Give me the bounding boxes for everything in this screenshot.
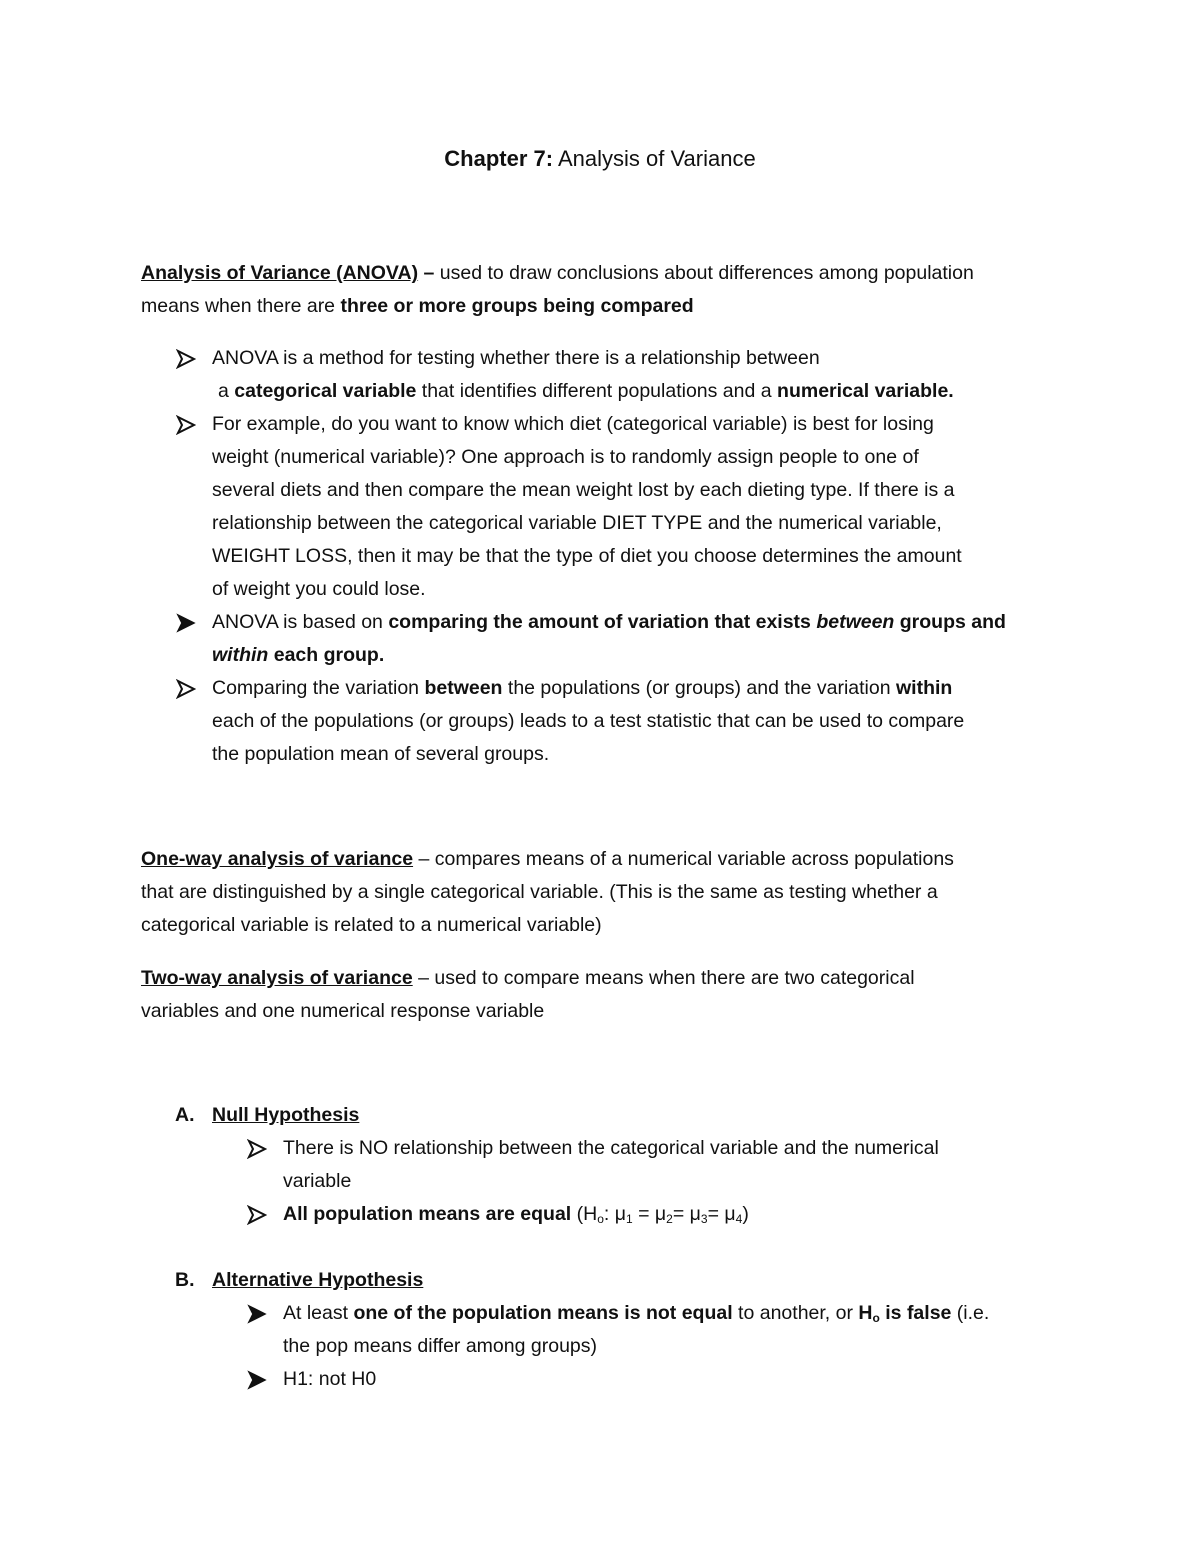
bold-text: between: [424, 677, 503, 699]
arrow-bullet-icon: [247, 1139, 267, 1159]
alt-bullet-1-line2: the pop means differ among groups): [283, 1335, 597, 1357]
text: a: [218, 380, 235, 402]
text: (i.e.: [951, 1302, 990, 1324]
bullet-2-line6: of weight you could lose.: [212, 578, 426, 600]
bold-text: categorical variable: [234, 380, 417, 402]
bold-italic-text: between: [816, 611, 895, 633]
bullet-1-line2: [218, 375, 954, 408]
bold-italic-text: within: [212, 644, 269, 666]
null-bullet-2: [283, 1198, 749, 1236]
bullet-4-line1: [212, 672, 952, 705]
bullet-1-line1: ANOVA is a method for testing whether there is a relationship between: [212, 347, 820, 369]
twoway-line1: [141, 962, 915, 995]
text: – used to compare means when there are two categorical: [412, 967, 915, 989]
text: to another, or: [732, 1302, 859, 1324]
bold-text: within: [895, 677, 953, 699]
bold-text: All population means are equal: [283, 1203, 572, 1225]
subscript: 3: [700, 1212, 708, 1226]
bold-text: comparing the amount of variation that exists: [388, 611, 817, 633]
bullet-2-line2: weight (numerical variable)? One approach is to randomly assign people to one of: [212, 446, 919, 468]
text: Comparing the variation: [212, 677, 425, 699]
arrow-bullet-icon: [176, 415, 196, 435]
anova-definition-line2: [141, 290, 694, 323]
null-bullet-1-line2: variable: [283, 1170, 352, 1192]
title-chapter: Chapter 7:: [444, 146, 554, 171]
arrow-bullet-icon: [176, 349, 196, 369]
page-title: [0, 144, 1200, 174]
text: that identifies different populations and a: [416, 380, 778, 402]
text: = μ: [632, 1203, 667, 1225]
bullet-4-line3: the population mean of several groups.: [212, 743, 550, 765]
bold-text: numerical variable.: [777, 380, 954, 402]
subscript: 4: [735, 1212, 743, 1226]
oneway-line3: categorical variable is related to a numerical variable): [141, 914, 602, 936]
twoway-line2: variables and one numerical response variable: [141, 1000, 545, 1022]
anova-definition-line1: [141, 257, 974, 290]
title-text: Analysis of Variance: [553, 146, 756, 171]
heading-text: Null Hypothesis: [212, 1104, 360, 1126]
oneway-term: One-way analysis of variance: [141, 848, 414, 870]
arrow-bullet-icon: [176, 613, 196, 633]
section-b-letter: B.: [175, 1269, 195, 1291]
bold-text: one of the population means is not equal: [353, 1302, 733, 1324]
text: (H: [571, 1203, 598, 1225]
text: ANOVA is based on: [212, 611, 389, 633]
subscript: 2: [666, 1212, 673, 1226]
bullet-2-line1: For example, do you want to know which diet (categorical variable) is best for losing: [212, 413, 934, 435]
arrow-bullet-icon: [247, 1304, 267, 1324]
text: At least: [283, 1302, 354, 1324]
bold-text: H: [858, 1302, 873, 1324]
text: – compares means of a numerical variable across populations: [413, 848, 954, 870]
bullet-4-line2: each of the populations (or groups) leads to a test statistic that can be used to compare: [212, 710, 965, 732]
text: the populations (or groups) and the variation: [502, 677, 896, 699]
subscript: o: [597, 1212, 604, 1226]
oneway-line2: that are distinguished by a single categorical variable. (This is the same as testing whether a: [141, 881, 938, 903]
bullet-2-line5: WEIGHT LOSS, then it may be that the type of diet you choose determines the amount: [212, 545, 962, 567]
bullet-2-line3: several diets and then compare the mean weight lost by each dieting type. If there is a: [212, 479, 955, 501]
alternative-hypothesis-heading: [212, 1264, 423, 1297]
oneway-line1: [141, 843, 954, 876]
null-bullet-1-line1: There is NO relationship between the categorical variable and the numerical: [283, 1137, 939, 1159]
text: ): [742, 1203, 749, 1225]
text: = μ: [707, 1203, 736, 1225]
bullet-2-line4: relationship between the categorical variable DIET TYPE and the numerical variable,: [212, 512, 942, 534]
text: means when there are: [141, 295, 341, 317]
subscript: o: [872, 1311, 880, 1325]
heading-text: Alternative Hypothesis: [212, 1269, 424, 1291]
bullet-3-line2: [212, 639, 384, 672]
section-a-letter: A.: [175, 1104, 195, 1126]
anova-def-bold: three or more groups being compared: [340, 295, 694, 317]
anova-def-text: used to draw conclusions about differences among population: [439, 262, 974, 284]
text: = μ: [672, 1203, 701, 1225]
text: : μ: [603, 1203, 626, 1225]
bold-text: groups and: [894, 611, 1006, 633]
dash: –: [418, 262, 440, 284]
arrow-bullet-icon: [247, 1205, 267, 1225]
anova-term: Analysis of Variance (ANOVA): [141, 262, 419, 284]
bold-text: each group.: [268, 644, 385, 666]
alt-bullet-2: H1: not H0: [283, 1368, 377, 1390]
subscript: 1: [626, 1212, 633, 1226]
twoway-term: Two-way analysis of variance: [141, 967, 413, 989]
null-hypothesis-heading: [212, 1099, 359, 1132]
bold-text: is false: [879, 1302, 952, 1324]
arrow-bullet-icon: [176, 679, 196, 699]
bullet-3-line1: [212, 606, 1006, 639]
arrow-bullet-icon: [247, 1370, 267, 1390]
